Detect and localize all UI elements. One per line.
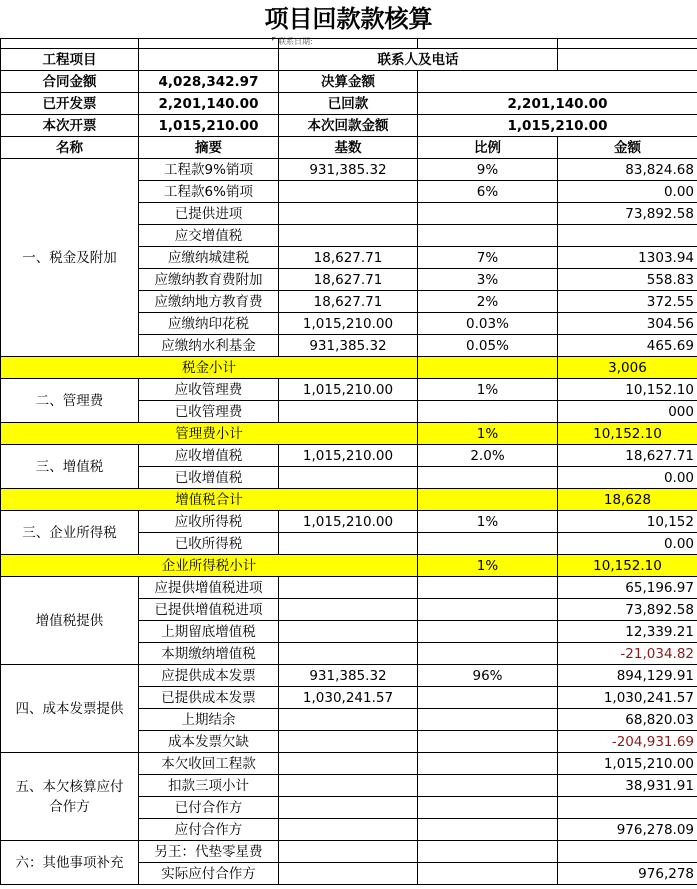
mgmt-subtotal-label: 管理费小计 xyxy=(1,423,418,445)
summary-cell[interactable]: 应缴纳水利基金 xyxy=(139,335,279,357)
mgmt-subtotal-row xyxy=(1,423,697,445)
col-summary-header: 摘要 xyxy=(139,137,279,159)
base-cell[interactable]: 931,385.32 xyxy=(279,335,418,357)
summary-cell[interactable]: 应交增值税 xyxy=(139,225,279,247)
header-row-project xyxy=(1,49,697,71)
final-value[interactable] xyxy=(418,71,697,93)
ratio-cell[interactable] xyxy=(418,687,558,709)
amount-cell[interactable] xyxy=(558,841,697,863)
amount-cell[interactable]: 000 xyxy=(558,401,697,423)
summary-cell[interactable]: 应收增值税 xyxy=(139,445,279,467)
ratio-cell[interactable] xyxy=(418,819,558,841)
amount-cell[interactable] xyxy=(558,797,697,819)
this-invoice-label: 本次开票 xyxy=(1,115,139,137)
header-row-this-invoice xyxy=(1,115,697,137)
summary-cell[interactable]: 成本发票欠缺 xyxy=(139,731,279,753)
summary-cell[interactable]: 已付合作方 xyxy=(139,797,279,819)
invoiced-label: 已开发票 xyxy=(1,93,139,115)
summary-cell[interactable]: 已收所得税 xyxy=(139,533,279,555)
summary-cell[interactable]: 本欠收回工程款 xyxy=(139,753,279,775)
amount-cell[interactable]: 1,015,210.00 xyxy=(558,753,697,775)
summary-cell[interactable]: 工程款6%销项 xyxy=(139,181,279,203)
base-cell[interactable] xyxy=(279,181,418,203)
amount-cell[interactable]: 10,152 xyxy=(558,511,697,533)
summary-cell[interactable]: 应缴纳教育费附加 xyxy=(139,269,279,291)
summary-cell[interactable]: 应提供增值税进项 xyxy=(139,577,279,599)
summary-cell[interactable]: 上期留底增值税 xyxy=(139,621,279,643)
base-cell[interactable] xyxy=(279,709,418,731)
base-cell[interactable] xyxy=(279,731,418,753)
ratio-cell[interactable] xyxy=(418,401,558,423)
summary-cell[interactable]: 已提供增值税进项 xyxy=(139,599,279,621)
payable-row xyxy=(1,753,697,775)
base-cell[interactable] xyxy=(279,467,418,489)
contact-label: 联系人及电话 xyxy=(279,49,558,71)
amount-cell[interactable]: 38,931.91 xyxy=(558,775,697,797)
base-cell[interactable] xyxy=(279,643,418,665)
base-cell[interactable] xyxy=(279,753,418,775)
summary-cell[interactable]: 应收所得税 xyxy=(139,511,279,533)
ratio-cell[interactable]: 2% xyxy=(418,291,558,313)
summary-cell[interactable]: 另王：代垫零星费 xyxy=(139,841,279,863)
amount-cell[interactable]: 372.55 xyxy=(558,291,697,313)
col-name-header: 名称 xyxy=(1,137,139,159)
cit-section-label: 三、企业所得税 xyxy=(1,511,139,555)
mgmt-subtotal-ratio[interactable]: 1% xyxy=(418,423,558,445)
header-row-invoiced xyxy=(1,93,697,115)
base-cell[interactable] xyxy=(279,863,418,885)
summary-cell[interactable]: 已收管理费 xyxy=(139,401,279,423)
ratio-cell[interactable] xyxy=(418,533,558,555)
ratio-cell[interactable]: 0.03% xyxy=(418,313,558,335)
tax-subtotal-ratio[interactable] xyxy=(418,357,558,379)
mgmt-subtotal-amount[interactable]: 10,152.10 xyxy=(558,423,697,445)
ratio-cell[interactable] xyxy=(418,709,558,731)
tax-subtotal-amount[interactable]: 3,006 xyxy=(558,357,697,379)
spacer-row xyxy=(1,39,697,49)
base-cell[interactable] xyxy=(279,841,418,863)
ratio-cell[interactable]: 1% xyxy=(418,511,558,533)
base-cell[interactable]: 931,385.32 xyxy=(279,665,418,687)
cit-row xyxy=(1,511,697,533)
base-cell[interactable]: 18,627.71 xyxy=(279,247,418,269)
tax-section-label: 一、税金及附加 xyxy=(1,159,139,357)
ratio-cell[interactable] xyxy=(418,775,558,797)
cost-row xyxy=(1,665,697,687)
amount-cell[interactable]: 465.69 xyxy=(558,335,697,357)
ratio-cell[interactable] xyxy=(418,863,558,885)
amount-cell[interactable]: 0.00 xyxy=(558,181,697,203)
other-section-label: 六：其他事项补充 xyxy=(1,841,139,885)
summary-cell[interactable]: 扣款三项小计 xyxy=(139,775,279,797)
col-ratio-header: 比例 xyxy=(418,137,558,159)
ratio-cell[interactable]: 3% xyxy=(418,269,558,291)
contact-value[interactable] xyxy=(558,49,697,71)
base-cell[interactable]: 1,015,210.00 xyxy=(279,313,418,335)
amount-cell[interactable]: 304.56 xyxy=(558,313,697,335)
ratio-cell[interactable]: 0.05% xyxy=(418,335,558,357)
cit-subtotal-ratio[interactable]: 1% xyxy=(418,555,558,577)
this-received-value[interactable]: 1,015,210.00 xyxy=(418,115,697,137)
contact-date-note: 联系日期: xyxy=(278,37,313,46)
amount-cell[interactable]: 1303.94 xyxy=(558,247,697,269)
amount-cell[interactable]: 558.83 xyxy=(558,269,697,291)
invoiced-value[interactable]: 2,201,140.00 xyxy=(139,93,279,115)
amount-cell[interactable]: 0.00 xyxy=(558,467,697,489)
summary-cell[interactable]: 应缴纳城建税 xyxy=(139,247,279,269)
summary-cell[interactable]: 实际应付合作方 xyxy=(139,863,279,885)
summary-cell[interactable]: 应缴纳印花税 xyxy=(139,313,279,335)
project-label: 工程项目 xyxy=(1,49,139,71)
ratio-cell[interactable]: 7% xyxy=(418,247,558,269)
base-cell[interactable]: 18,627.71 xyxy=(279,269,418,291)
ratio-cell[interactable] xyxy=(418,203,558,225)
amount-cell[interactable]: 12,339.21 xyxy=(558,621,697,643)
base-cell[interactable] xyxy=(279,203,418,225)
base-cell[interactable]: 18,627.71 xyxy=(279,291,418,313)
summary-cell[interactable]: 应缴纳地方教育费 xyxy=(139,291,279,313)
amount-cell[interactable]: 83,824.68 xyxy=(558,159,697,181)
amount-cell[interactable]: -21,034.82 xyxy=(558,643,697,665)
base-cell[interactable]: 1,015,210.00 xyxy=(279,511,418,533)
vat-subtotal-label: 增值税合计 xyxy=(1,489,418,511)
vat-row xyxy=(1,445,697,467)
base-cell[interactable] xyxy=(279,225,418,247)
settlement-table xyxy=(0,38,697,885)
base-cell[interactable] xyxy=(279,401,418,423)
amount-cell[interactable]: 1,030,241.57 xyxy=(558,687,697,709)
amount-cell[interactable]: 73,892.58 xyxy=(558,203,697,225)
base-cell[interactable]: 931,385.32 xyxy=(279,159,418,181)
amount-cell[interactable]: 73,892.58 xyxy=(558,599,697,621)
ratio-cell[interactable] xyxy=(418,467,558,489)
amount-cell[interactable]: -204,931.69 xyxy=(558,731,697,753)
summary-cell[interactable]: 工程款9%销项 xyxy=(139,159,279,181)
amount-cell[interactable]: 18,627.71 xyxy=(558,445,697,467)
amount-cell[interactable]: 10,152.10 xyxy=(558,379,697,401)
ratio-cell[interactable] xyxy=(418,621,558,643)
header-row-contract xyxy=(1,71,697,93)
ratio-cell[interactable] xyxy=(418,225,558,247)
ratio-cell[interactable] xyxy=(418,731,558,753)
mgmt-row xyxy=(1,379,697,401)
summary-cell[interactable]: 上期结余 xyxy=(139,709,279,731)
base-cell[interactable] xyxy=(279,599,418,621)
project-value[interactable] xyxy=(139,49,279,71)
ratio-cell[interactable] xyxy=(418,577,558,599)
payable-section-label xyxy=(1,753,139,841)
ratio-cell[interactable]: 9% xyxy=(418,159,558,181)
vat-subtotal-row xyxy=(1,489,697,511)
amount-cell[interactable]: 976,278.09 xyxy=(558,819,697,841)
payable-section-label-line2: 合作方 xyxy=(49,798,90,815)
base-cell[interactable] xyxy=(279,621,418,643)
mgmt-section-label: 二、管理费 xyxy=(1,379,139,423)
ratio-cell[interactable] xyxy=(418,841,558,863)
summary-cell[interactable]: 应付合作方 xyxy=(139,819,279,841)
col-amount-header: 金额 xyxy=(558,137,697,159)
column-header-row xyxy=(1,137,697,159)
cost-section-label: 四、成本发票提供 xyxy=(1,665,139,753)
summary-cell[interactable]: 已收增值税 xyxy=(139,467,279,489)
tax-subtotal-label: 税金小计 xyxy=(1,357,418,379)
amount-cell[interactable]: 976,278 xyxy=(558,863,697,885)
summary-cell[interactable]: 应提供成本发票 xyxy=(139,665,279,687)
final-label: 决算金额 xyxy=(279,71,418,93)
other-row xyxy=(1,841,697,863)
ratio-cell[interactable] xyxy=(418,753,558,775)
summary-cell[interactable]: 应收管理费 xyxy=(139,379,279,401)
ratio-cell[interactable]: 2.0% xyxy=(418,445,558,467)
amount-cell[interactable]: 65,196.97 xyxy=(558,577,697,599)
base-cell[interactable]: 1,015,210.00 xyxy=(279,445,418,467)
contract-label: 合同金额 xyxy=(1,71,139,93)
ratio-cell[interactable] xyxy=(418,643,558,665)
received-label: 已回款 xyxy=(279,93,418,115)
vat_provide-section-label: 增值税提供 xyxy=(1,577,139,665)
base-cell[interactable] xyxy=(279,797,418,819)
summary-cell[interactable]: 已提供成本发票 xyxy=(139,687,279,709)
col-base-header: 基数 xyxy=(279,137,418,159)
base-cell[interactable] xyxy=(279,533,418,555)
vat-subtotal-ratio[interactable] xyxy=(418,489,558,511)
base-cell[interactable] xyxy=(279,775,418,797)
this-invoice-value[interactable]: 1,015,210.00 xyxy=(139,115,279,137)
vat-section-label: 三、增值税 xyxy=(1,445,139,489)
cit-subtotal-label: 企业所得税小计 xyxy=(1,555,418,577)
tax-row xyxy=(1,159,697,181)
amount-cell[interactable] xyxy=(558,225,697,247)
ratio-cell[interactable]: 96% xyxy=(418,665,558,687)
this-received-label: 本次回款金额 xyxy=(279,115,418,137)
base-cell[interactable]: 1,015,210.00 xyxy=(279,379,418,401)
ratio-cell[interactable]: 1% xyxy=(418,379,558,401)
summary-cell[interactable]: 本期缴纳增值税 xyxy=(139,643,279,665)
ratio-cell[interactable]: 6% xyxy=(418,181,558,203)
contract-value[interactable]: 4,028,342.97 xyxy=(139,71,279,93)
summary-cell[interactable]: 已提供进项 xyxy=(139,203,279,225)
base-cell[interactable]: 1,030,241.57 xyxy=(279,687,418,709)
cit-subtotal-amount[interactable]: 10,152.10 xyxy=(558,555,697,577)
received-value[interactable]: 2,201,140.00 xyxy=(418,93,697,115)
base-cell[interactable] xyxy=(279,577,418,599)
vat-subtotal-amount[interactable]: 18,628 xyxy=(558,489,697,511)
base-cell[interactable] xyxy=(279,819,418,841)
amount-cell[interactable]: 68,820.03 xyxy=(558,709,697,731)
vat_provide-row xyxy=(1,577,697,599)
ratio-cell[interactable] xyxy=(418,599,558,621)
cit-subtotal-row xyxy=(1,555,697,577)
tax-subtotal-row xyxy=(1,357,697,379)
amount-cell[interactable]: 894,129.91 xyxy=(558,665,697,687)
ratio-cell[interactable] xyxy=(418,797,558,819)
payable-section-label-line1: 五、本欠核算应付 xyxy=(15,778,124,795)
amount-cell[interactable]: 0.00 xyxy=(558,533,697,555)
sheet-title: 项目回款款核算 xyxy=(264,5,433,33)
